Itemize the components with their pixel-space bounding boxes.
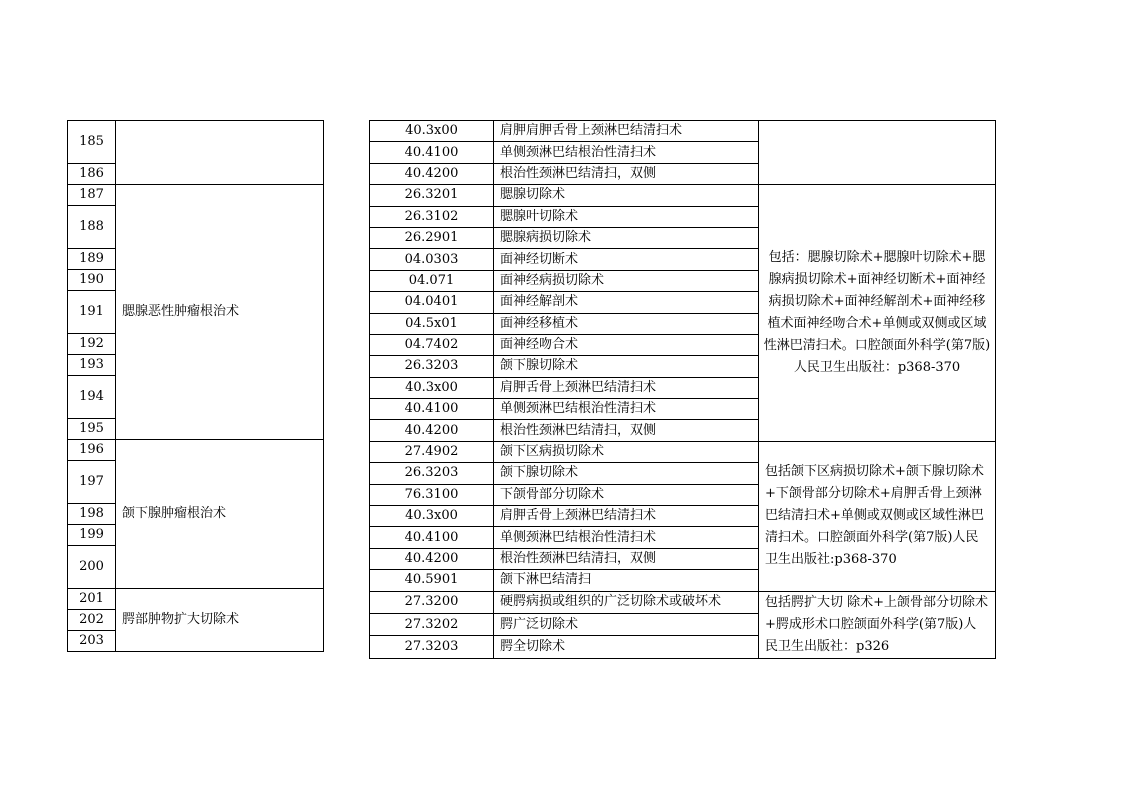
row-number-cell: 189 bbox=[68, 249, 116, 270]
left-table-row bbox=[68, 589, 324, 610]
procedure-note-cell: 包括：腮腺切除术+腮腺叶切除术+腮腺病损切除术+面神经切断术+面神经病损切除术+面神经解剖术+面神经移植术面神经吻合术+单侧或双侧或区域性淋巴清扫术。口腔颌面外科学(第7版)人民卫生出版社：p368-370 bbox=[759, 185, 996, 442]
row-number-cell: 188 bbox=[68, 206, 116, 249]
operation-code-cell: 40.3x00 bbox=[370, 377, 494, 398]
procedure-group-name-cell: 腮腺恶性肿瘤根治术 bbox=[116, 185, 324, 440]
row-number-cell: 195 bbox=[68, 419, 116, 440]
operation-name-cell: 下颌骨部分切除术 bbox=[494, 484, 759, 505]
row-number-cell: 197 bbox=[68, 461, 116, 504]
operation-code-cell: 04.0401 bbox=[370, 292, 494, 313]
operation-name-cell: 腮腺叶切除术 bbox=[494, 206, 759, 227]
operation-code-cell: 26.3203 bbox=[370, 356, 494, 377]
operation-name-cell: 肩胛舌骨上颈淋巴结清扫术 bbox=[494, 377, 759, 398]
operation-code-cell: 04.071 bbox=[370, 270, 494, 291]
operation-code-cell: 27.4902 bbox=[370, 441, 494, 462]
procedure-group-name-cell bbox=[116, 121, 324, 185]
row-number-cell: 190 bbox=[68, 270, 116, 291]
operation-code-cell: 40.4100 bbox=[370, 142, 494, 163]
left-table bbox=[67, 120, 324, 652]
right-table-row bbox=[370, 121, 996, 142]
operation-name-cell: 腭广泛切除术 bbox=[494, 613, 759, 635]
row-number-cell: 185 bbox=[68, 121, 116, 164]
right-table bbox=[369, 120, 996, 659]
operation-name-cell: 肩胛舌骨上颈淋巴结清扫术 bbox=[494, 506, 759, 527]
row-number-cell: 199 bbox=[68, 525, 116, 546]
operation-name-cell: 根治性颈淋巴结清扫，双侧 bbox=[494, 163, 759, 184]
operation-name-cell: 面神经移植术 bbox=[494, 313, 759, 334]
row-number-cell: 198 bbox=[68, 504, 116, 525]
operation-code-cell: 40.3x00 bbox=[370, 506, 494, 527]
operation-code-cell: 40.4200 bbox=[370, 163, 494, 184]
operation-name-cell: 肩胛肩胛舌骨上颈淋巴结清扫术 bbox=[494, 121, 759, 142]
operation-name-cell: 腮腺切除术 bbox=[494, 185, 759, 206]
row-number-cell: 194 bbox=[68, 376, 116, 419]
operation-name-cell: 颌下腺切除术 bbox=[494, 463, 759, 484]
row-number-cell: 193 bbox=[68, 355, 116, 376]
operation-name-cell: 颌下腺切除术 bbox=[494, 356, 759, 377]
operation-code-cell: 40.3x00 bbox=[370, 121, 494, 142]
operation-code-cell: 40.4100 bbox=[370, 527, 494, 548]
row-number-cell: 201 bbox=[68, 589, 116, 610]
procedure-note-cell: 包括颌下区病损切除术+颌下腺切除术+下颌骨部分切除术+肩胛舌骨上颈淋巴结清扫术+单侧或双侧或区域性淋巴清扫术。口腔颌面外科学(第7版)人民卫生出版社:p368-370 bbox=[759, 441, 996, 591]
operation-name-cell: 腭全切除术 bbox=[494, 636, 759, 658]
operation-name-cell: 单侧颈淋巴结根治性清扫术 bbox=[494, 527, 759, 548]
operation-code-cell: 26.2901 bbox=[370, 227, 494, 248]
operation-name-cell: 硬腭病损或组织的广泛切除术或破坏术 bbox=[494, 591, 759, 613]
left-table-row bbox=[68, 440, 324, 461]
row-number-cell: 187 bbox=[68, 185, 116, 206]
operation-name-cell: 根治性颈淋巴结清扫，双侧 bbox=[494, 548, 759, 569]
operation-name-cell: 腮腺病损切除术 bbox=[494, 227, 759, 248]
operation-name-cell: 颌下淋巴结清扫 bbox=[494, 570, 759, 591]
operation-name-cell: 面神经解剖术 bbox=[494, 292, 759, 313]
operation-name-cell: 面神经病损切除术 bbox=[494, 270, 759, 291]
row-number-cell: 191 bbox=[68, 291, 116, 334]
operation-code-cell: 40.5901 bbox=[370, 570, 494, 591]
operation-code-cell: 27.3200 bbox=[370, 591, 494, 613]
operation-code-cell: 27.3202 bbox=[370, 613, 494, 635]
procedure-group-name-cell: 腭部肿物扩大切除术 bbox=[116, 589, 324, 652]
row-number-cell: 196 bbox=[68, 440, 116, 461]
operation-code-cell: 04.0303 bbox=[370, 249, 494, 270]
row-number-cell: 200 bbox=[68, 546, 116, 589]
operation-name-cell: 根治性颈淋巴结清扫，双侧 bbox=[494, 420, 759, 441]
left-table-row bbox=[68, 185, 324, 206]
right-table-row bbox=[370, 185, 996, 206]
operation-code-cell: 40.4100 bbox=[370, 399, 494, 420]
operation-name-cell: 面神经吻合术 bbox=[494, 334, 759, 355]
row-number-cell: 202 bbox=[68, 610, 116, 631]
operation-code-cell: 40.4200 bbox=[370, 548, 494, 569]
left-table-row bbox=[68, 121, 324, 164]
operation-code-cell: 76.3100 bbox=[370, 484, 494, 505]
operation-code-cell: 40.4200 bbox=[370, 420, 494, 441]
operation-code-cell: 26.3203 bbox=[370, 463, 494, 484]
operation-code-cell: 26.3201 bbox=[370, 185, 494, 206]
procedure-group-name-cell: 颌下腺肿瘤根治术 bbox=[116, 440, 324, 589]
operation-name-cell: 单侧颈淋巴结根治性清扫术 bbox=[494, 142, 759, 163]
operation-code-cell: 04.7402 bbox=[370, 334, 494, 355]
right-table-row bbox=[370, 441, 996, 462]
row-number-cell: 192 bbox=[68, 334, 116, 355]
operation-name-cell: 面神经切断术 bbox=[494, 249, 759, 270]
operation-name-cell: 单侧颈淋巴结根治性清扫术 bbox=[494, 399, 759, 420]
operation-code-cell: 04.5x01 bbox=[370, 313, 494, 334]
row-number-cell: 186 bbox=[68, 164, 116, 185]
right-table-row bbox=[370, 591, 996, 613]
procedure-note-cell bbox=[759, 121, 996, 185]
operation-code-cell: 26.3102 bbox=[370, 206, 494, 227]
row-number-cell: 203 bbox=[68, 631, 116, 652]
operation-name-cell: 颌下区病损切除术 bbox=[494, 441, 759, 462]
operation-code-cell: 27.3203 bbox=[370, 636, 494, 658]
procedure-note-cell: 包括腭扩大切 除术+上颌骨部分切除术+腭成形术口腔颌面外科学(第7版)人民卫生出版社：p326 bbox=[759, 591, 996, 658]
